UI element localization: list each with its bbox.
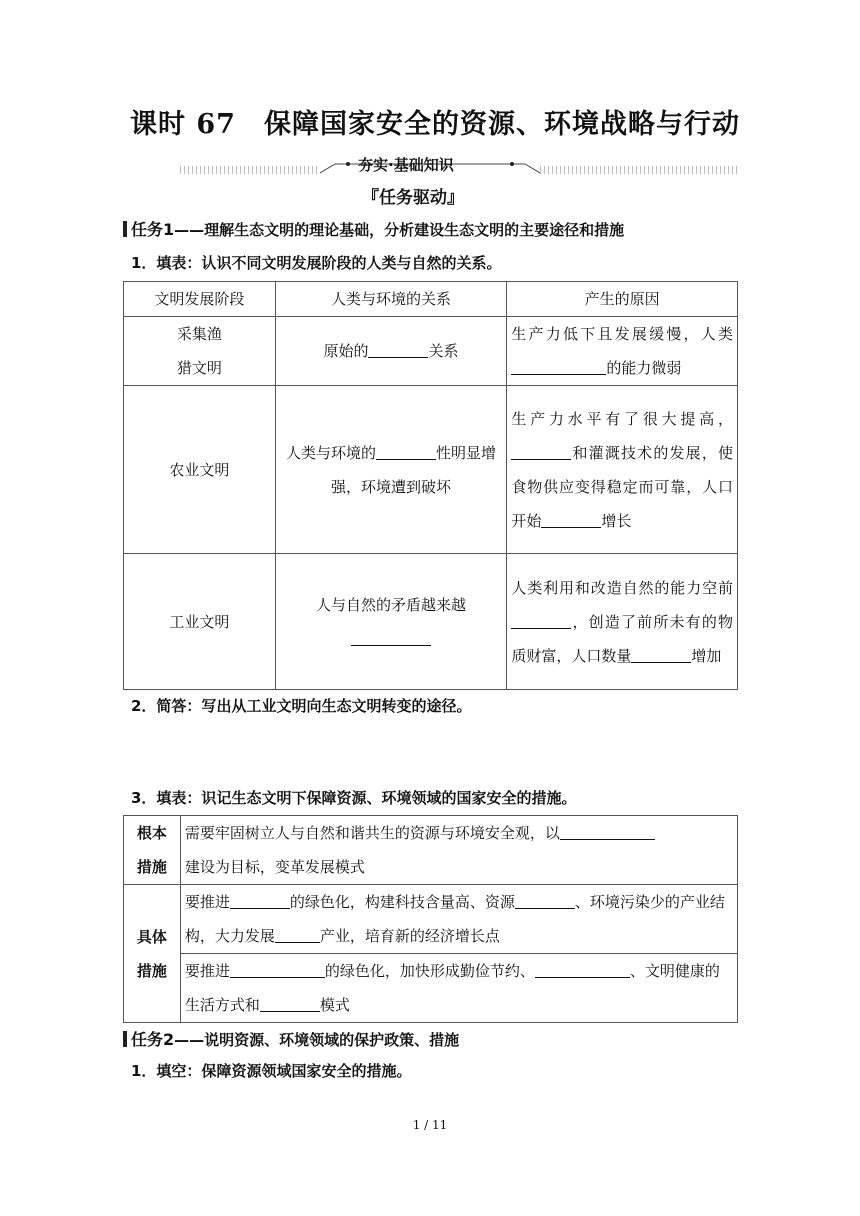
section-heading: 『任务驱动』	[362, 188, 464, 208]
blank	[541, 512, 601, 528]
relation-cell: 人类与环境的 性明显增强，环境遭到破坏	[275, 386, 507, 554]
relation-cell: 原始的 关系	[275, 317, 507, 386]
measures-table	[123, 815, 738, 1023]
bar-icon	[123, 1031, 127, 1047]
measure-cell: 要推进 的绿色化，加快形成勤俭节约、 、文明健康的生活方式和 模式	[180, 954, 737, 1023]
question-1: 1．填表：认识不同文明发展阶段的人类与自然的关系。	[131, 254, 502, 272]
blank	[511, 359, 606, 375]
blank	[560, 824, 655, 840]
table-header: 人类与环境的关系	[275, 282, 507, 317]
task2-heading	[123, 1027, 459, 1050]
table-header: 文明发展阶段	[124, 282, 276, 317]
question-3: 3．填表：识记生态文明下保障资源、环境领域的国家安全的措施。	[131, 789, 577, 807]
relation-cell: 人与自然的矛盾越来越	[275, 554, 507, 690]
question-4: 1．填空：保障资源领域国家安全的措施。	[131, 1062, 412, 1080]
stage-cell: 采集渔 猎文明	[124, 317, 276, 386]
task1-desc: ——理解生态文明的理论基础，分析建设生态文明的主要途径和措施	[174, 221, 625, 239]
table-row	[124, 954, 738, 1023]
blank	[515, 893, 575, 909]
measure-cell: 要推进 的绿色化，构建科技含量高、资源 、环境污染少的产业结构，大力发展 产业，培育新的经济增长点	[180, 885, 737, 954]
page-number: 1 / 11	[412, 1118, 448, 1132]
task2-label: 任务2	[131, 1030, 175, 1049]
blank	[260, 996, 320, 1012]
table-row	[124, 885, 738, 954]
table-header-row	[124, 282, 738, 317]
blank	[376, 444, 436, 460]
table-row	[124, 386, 738, 554]
blank	[631, 647, 691, 663]
blank	[351, 630, 431, 646]
table-row	[124, 317, 738, 386]
blank	[535, 962, 630, 978]
blank	[511, 444, 571, 460]
row-label: 具体 措施	[124, 885, 181, 1023]
banner-decoration-right	[540, 166, 740, 174]
row-label: 根本 措施	[124, 816, 181, 885]
table-row	[124, 554, 738, 690]
table-row	[124, 816, 738, 885]
blank	[511, 613, 571, 629]
table-header: 产生的原因	[507, 282, 738, 317]
task1-heading	[123, 217, 624, 240]
blank	[230, 893, 290, 909]
bar-icon	[123, 221, 127, 237]
stage-cell: 工业文明	[124, 554, 276, 690]
section-banner: 夯实·基础知识	[358, 156, 454, 174]
banner-decoration-left	[180, 166, 320, 174]
blank	[275, 927, 320, 943]
blank	[368, 342, 428, 358]
page-title: 课时 67 保障国家安全的资源、环境战略与行动	[130, 109, 740, 140]
blank	[230, 962, 325, 978]
cause-cell: 生产力低下且发展缓慢，人类的能力微弱	[507, 317, 738, 386]
task1-label: 任务1	[131, 220, 175, 239]
cause-cell: 人类利用和改造自然的能力空前，创造了前所未有的物质财富，人口数量 增加	[507, 554, 738, 690]
question-2: 2．简答：写出从工业文明向生态文明转变的途径。	[131, 697, 472, 715]
cause-cell: 生产力水平有了很大提高，和灌溉技术的发展，使食物供应变得稳定而可靠，人口开始 增长	[507, 386, 738, 554]
measure-cell: 需要牢固树立人与自然和谐共生的资源与环境安全观，以 建设为目标，变革发展模式	[180, 816, 737, 885]
civilization-table	[123, 281, 738, 690]
task2-desc: ——说明资源、环境领域的保护政策、措施	[174, 1031, 460, 1049]
stage-cell: 农业文明	[124, 386, 276, 554]
